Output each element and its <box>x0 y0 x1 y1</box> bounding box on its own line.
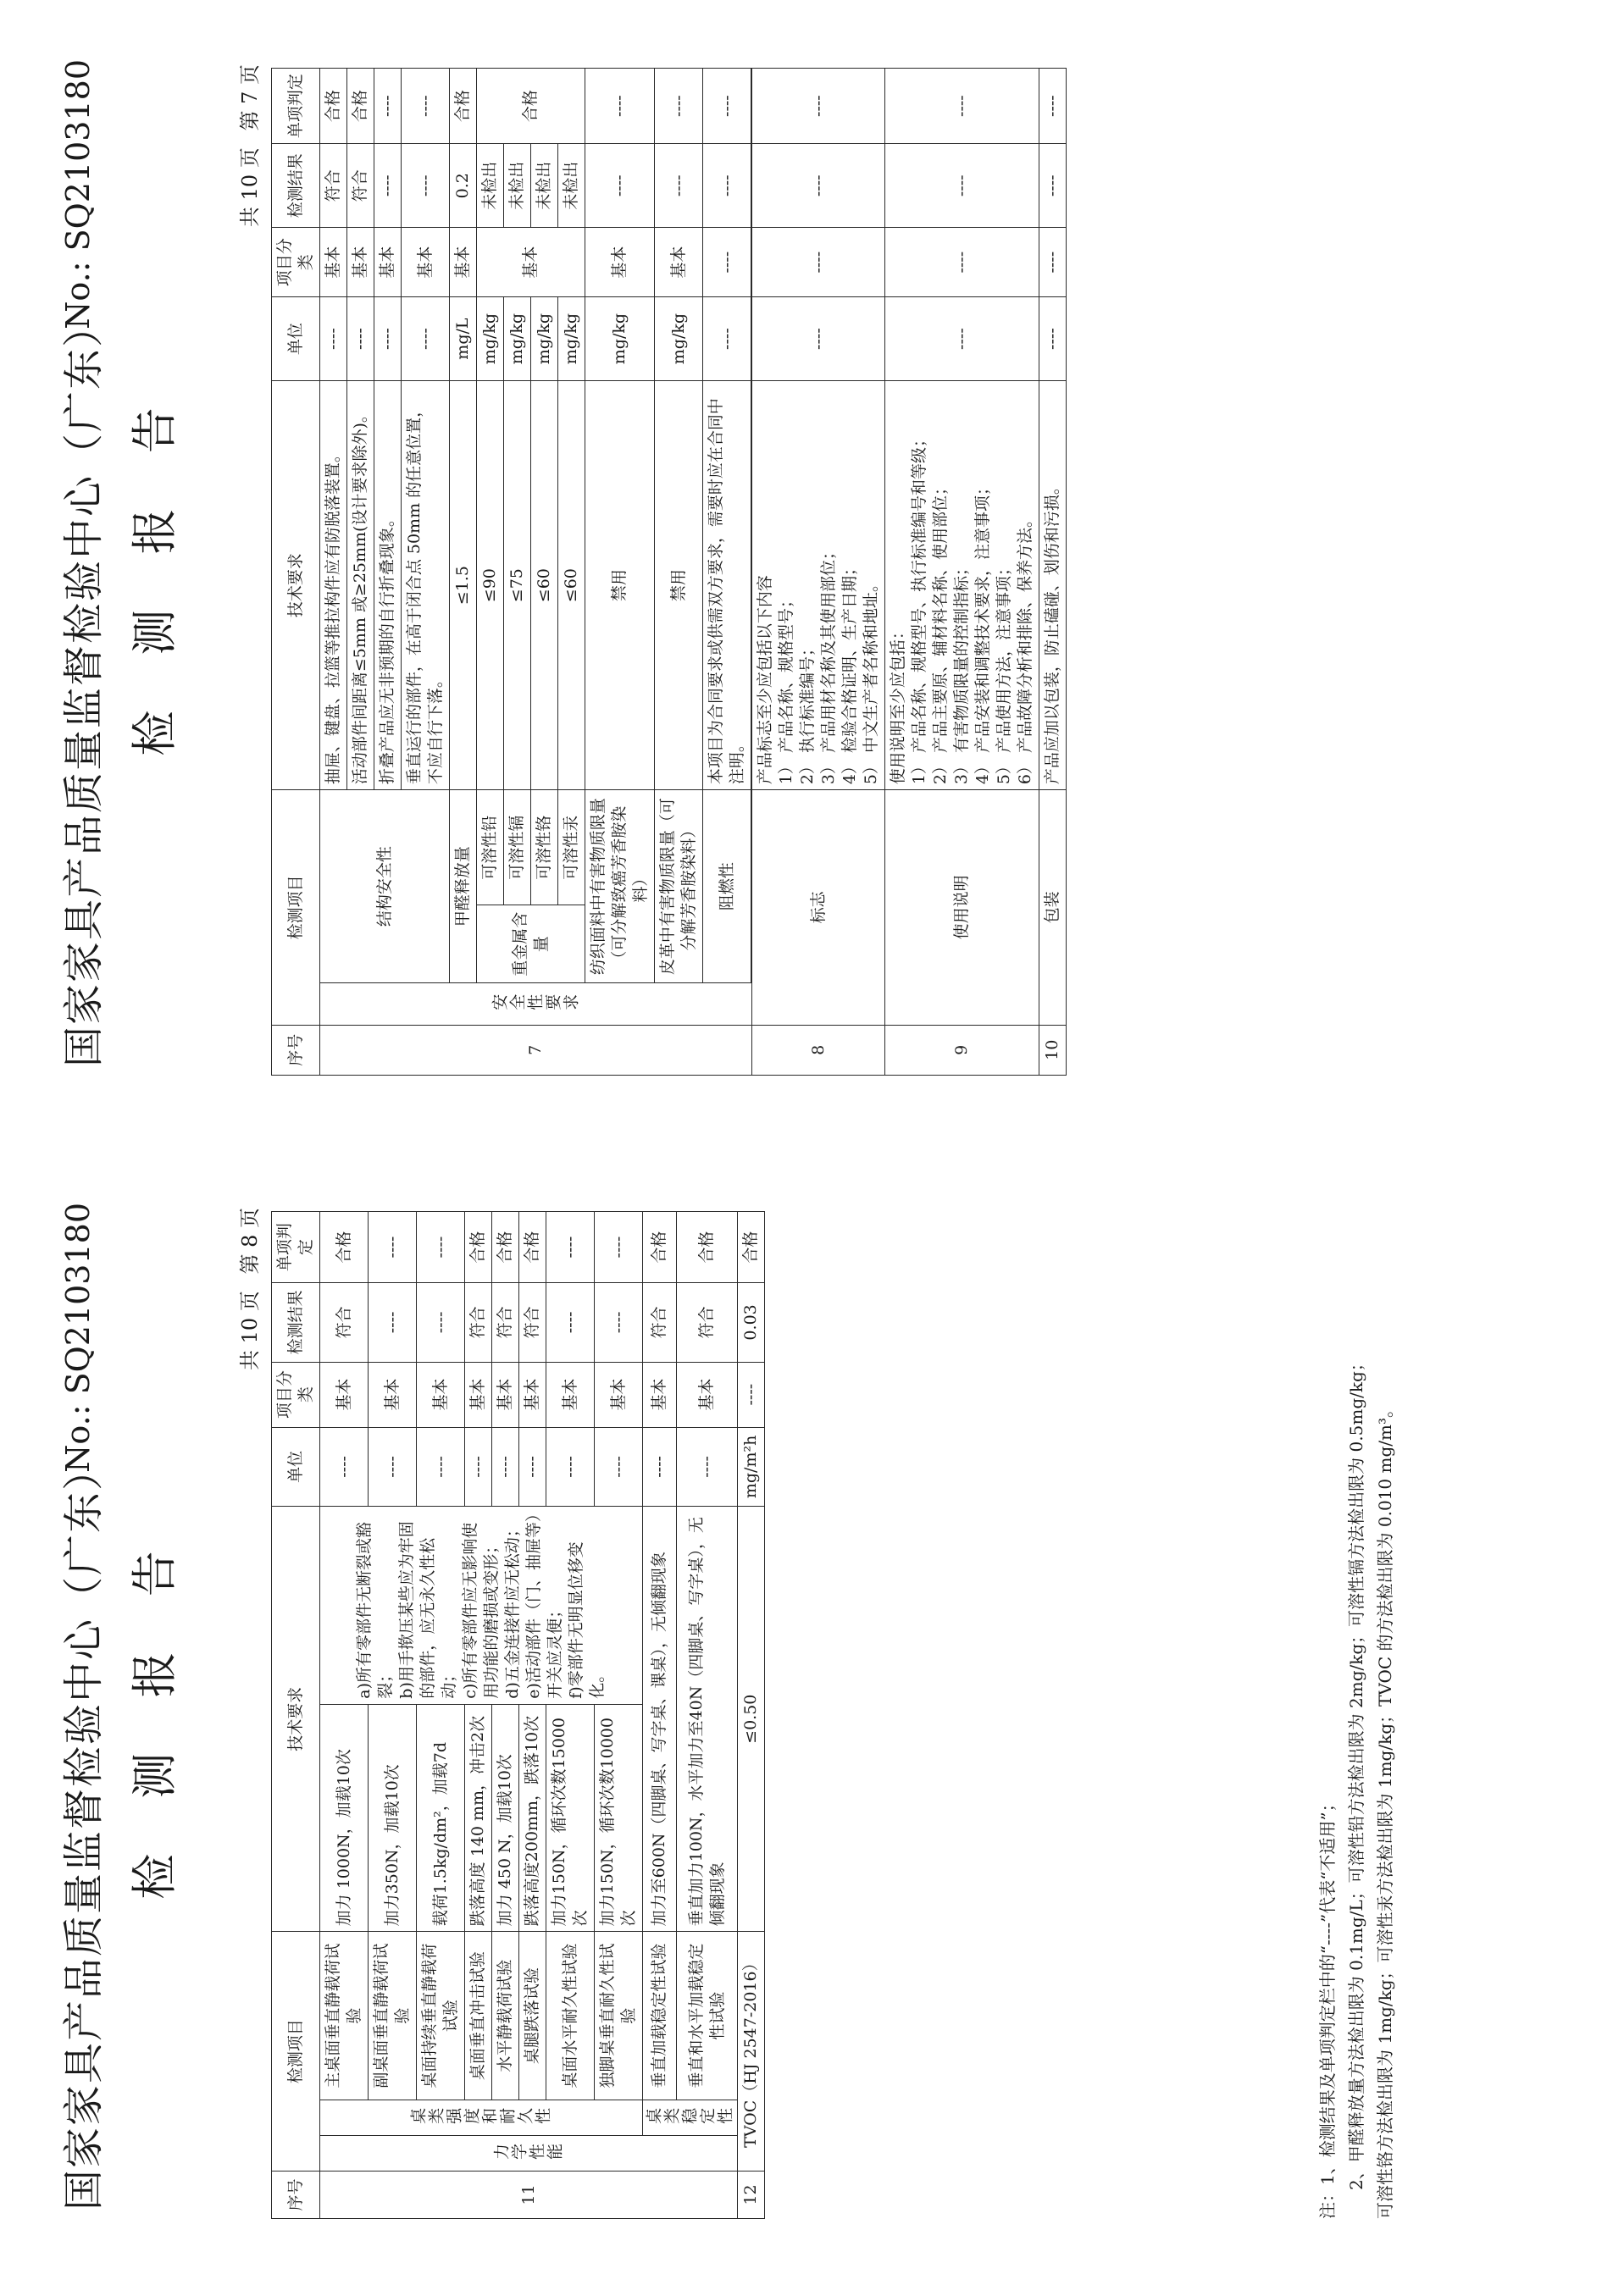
cond-cell: 加力 450 N，加载10次 <box>492 1704 519 1932</box>
item-cell: 副桌面垂直静载荷试验 <box>369 1932 417 2100</box>
req-line: a)所有零部件无断裂或豁裂； <box>355 1521 395 1699</box>
unit-cell: ---- <box>519 1427 546 1506</box>
item-cell: 甲醛释放量 <box>450 790 477 983</box>
judge-cell: 合格 <box>677 1212 738 1283</box>
report-page-8 <box>0 1160 1593 2270</box>
unit-cell: mg/kg <box>585 297 655 381</box>
result-cell: 未检出 <box>558 144 585 228</box>
judge-cell: ---- <box>402 69 450 144</box>
unit-cell: ---- <box>885 297 1039 381</box>
item-cell: 可溶性汞 <box>558 790 585 905</box>
cat-cell: 基本 <box>585 228 655 297</box>
result-cell: ---- <box>546 1283 595 1362</box>
inspection-table-p8 <box>271 1211 765 2219</box>
cond-cell: 载荷1.5kg/dm²，加载7d <box>417 1704 465 1932</box>
footnote-line: 2、甲醛释放量方法检出限为 0.1mg/L；可溶性铅方法检出限为 2mg/kg；可溶性镉方法检出限为 0.5mg/kg； <box>1346 1354 1366 2190</box>
col-result: 检测结果 <box>272 1283 320 1362</box>
table-header-row <box>272 1212 320 2219</box>
common-req-cell <box>320 1507 643 1705</box>
judge-cell: ---- <box>546 1212 595 1283</box>
item-cell: 桌面垂直冲击试验 <box>465 1932 492 2100</box>
judge-cell: 合格 <box>465 1212 492 1283</box>
result-cell: 符合 <box>320 144 347 228</box>
req-cell: 产品应加以包装，防止磕碰、划伤和污损。 <box>1039 381 1067 790</box>
result-cell: 符合 <box>347 144 374 228</box>
req-cell: ≤0.50 <box>738 1507 765 1932</box>
report-title: 检 测 报 告 <box>128 387 181 756</box>
struct-label: 结构安全性 <box>320 790 450 983</box>
req-cell: ≤75 <box>504 381 531 790</box>
req-line: 4） 检验合格证明、生产日期； <box>840 560 859 785</box>
req-cell: ≤60 <box>558 381 585 790</box>
unit-cell: ---- <box>347 297 374 381</box>
item-cell: 包装 <box>1039 790 1067 1025</box>
item-cell: 桌面水平耐久性试验 <box>546 1932 595 2100</box>
table-row <box>320 1212 369 2219</box>
page-counter <box>233 59 263 232</box>
judge-cell: 合格 <box>450 69 477 144</box>
cat-cell: 基本 <box>546 1362 595 1427</box>
cat-cell: 基本 <box>320 228 347 297</box>
item-cell: 垂直和水平加载稳定性试验 <box>677 1932 738 2100</box>
unit-cell: ---- <box>465 1427 492 1506</box>
result-cell: ---- <box>374 144 402 228</box>
page-number: 第 8 页 <box>238 1208 262 1275</box>
cat-cell: ---- <box>885 228 1039 297</box>
item-cell: TVOC（HJ 2547-2016） <box>738 1932 765 2172</box>
req-line: 使用说明至少应包括： <box>889 623 907 785</box>
table-row <box>450 69 477 1076</box>
org-name: 国家家具产品质量监督检验中心（广东） <box>60 1447 108 2210</box>
judge-cell: ---- <box>655 69 703 144</box>
strength-label: 桌类强度和耐久性 <box>320 2100 643 2135</box>
req-line: 5） 产品使用方法，注意事项； <box>995 560 1013 785</box>
result-cell: ---- <box>655 144 703 228</box>
judge-cell: 合格 <box>643 1212 677 1283</box>
result-cell: ---- <box>703 144 751 228</box>
unit-cell: ---- <box>417 1427 465 1506</box>
result-cell: 未检出 <box>477 144 504 228</box>
unit-cell: ---- <box>752 297 885 381</box>
item-cell: 纺织面料中有害物质限量（可分解致癌芳香胺染料） <box>585 790 655 983</box>
req-line: 2） 执行标准编号； <box>798 640 817 785</box>
req-line: 3） 有害物质限量的控制指标； <box>952 560 971 785</box>
table-row <box>585 69 655 1076</box>
req-line: 2） 产品主要原、辅材料名称、使用部位； <box>931 479 950 785</box>
result-cell: 未检出 <box>531 144 558 228</box>
col-req: 技术要求 <box>272 381 320 790</box>
cat-cell: 基本 <box>595 1362 643 1427</box>
result-cell: 符合 <box>320 1283 369 1362</box>
unit-cell: ---- <box>374 297 402 381</box>
table-row <box>1039 69 1067 1076</box>
cond-cell: 加力至600N（四脚桌、写字桌、课桌），无倾翻现象 <box>643 1507 677 1932</box>
item-cell: 水平静载荷试验 <box>492 1932 519 2100</box>
seq-cell: 11 <box>320 2171 738 2218</box>
req-line: c)所有零部件应无影响使用功能的磨损或变形； <box>461 1522 501 1699</box>
mech-label: 力学性能 <box>320 2135 738 2171</box>
req-line: 3） 产品用材名称及其使用部位； <box>819 544 838 785</box>
table-row <box>519 1212 546 2219</box>
unit-cell: mg/kg <box>477 297 504 381</box>
cat-cell: ---- <box>1039 228 1067 297</box>
result-cell: 符合 <box>519 1283 546 1362</box>
item-cell: 可溶性铬 <box>531 790 558 905</box>
result-cell: ---- <box>369 1283 417 1362</box>
table-row <box>595 1212 643 2219</box>
cat-cell: 基本 <box>492 1362 519 1427</box>
col-cat: 项目分类 <box>272 228 320 297</box>
unit-cell: ---- <box>643 1427 677 1506</box>
table-row <box>477 69 504 1076</box>
item-cell: 可溶性镉 <box>504 790 531 905</box>
cat-cell: 基本 <box>677 1362 738 1427</box>
unit-cell: ---- <box>320 297 347 381</box>
cond-cell: 加力350N，加载10次 <box>369 1704 417 1932</box>
cat-cell: ---- <box>703 228 751 297</box>
item-cell: 阻燃性 <box>703 790 751 983</box>
cond-cell: 跌落高度200mm，跌落10次 <box>519 1704 546 1932</box>
unit-cell: ---- <box>1039 297 1067 381</box>
table-row <box>643 1212 677 2219</box>
req-cell: 垂直运行的部件，在高于闭合点 50mm 的任意位置，不应自行下落。 <box>402 381 450 790</box>
result-cell: 0.2 <box>450 144 477 228</box>
req-cell <box>885 381 1039 790</box>
report-number-text: No.: SQ2103180 <box>59 59 97 329</box>
judge-cell: ---- <box>374 69 402 144</box>
unit-cell: mg/kg <box>558 297 585 381</box>
judge-cell: ---- <box>752 69 885 144</box>
cat-cell: 基本 <box>477 228 585 297</box>
unit-cell: mg/L <box>450 297 477 381</box>
req-cell: 抽屉、键盘、拉篮等推拉构件应有防脱落装置。 <box>320 381 347 790</box>
req-line: d)五金连接件应无松动； <box>503 1521 522 1699</box>
result-cell: ---- <box>402 144 450 228</box>
col-item: 检测项目 <box>272 1932 320 2172</box>
judge-cell: 合格 <box>519 1212 546 1283</box>
page-counter <box>233 1203 263 1375</box>
judge-cell: ---- <box>595 1212 643 1283</box>
col-cat: 项目分类 <box>272 1362 320 1427</box>
org-name: 国家家具产品质量监督检验中心（广东） <box>60 304 108 1067</box>
cat-cell: ---- <box>738 1362 765 1427</box>
cat-cell: 基本 <box>643 1362 677 1427</box>
metal-label: 重金属含量 <box>477 905 585 983</box>
req-cell: 禁用 <box>655 381 703 790</box>
req-cell: ≤90 <box>477 381 504 790</box>
seq-cell: 10 <box>1039 1025 1067 1075</box>
seq-cell: 7 <box>320 1025 752 1075</box>
result-cell: 0.03 <box>738 1283 765 1362</box>
judge-cell: 合格 <box>477 69 585 144</box>
cat-cell: 基本 <box>450 228 477 297</box>
req-cell: ≤1.5 <box>450 381 477 790</box>
item-cell: 标志 <box>752 790 885 1025</box>
judge-cell: 合格 <box>320 1212 369 1283</box>
cat-cell: 基本 <box>374 228 402 297</box>
unit-cell: ---- <box>492 1427 519 1506</box>
cat-cell: ---- <box>752 228 885 297</box>
stability-label: 桌类稳定性 <box>643 2100 738 2135</box>
judge-cell: ---- <box>417 1212 465 1283</box>
req-line: 5） 中文生产者名称和地址。 <box>862 576 880 785</box>
col-item: 检测项目 <box>272 790 320 1025</box>
unit-cell: mg/kg <box>531 297 558 381</box>
cat-cell: 基本 <box>347 228 374 297</box>
safety-label: 安全性要求 <box>320 983 752 1026</box>
cond-cell: 加力150N，循环次数15000 次 <box>546 1704 595 1932</box>
req-cell: 本项目为合同要求或供需双方要求，需要时应在合同中注明。 <box>703 381 751 790</box>
page-number: 第 7 页 <box>238 64 262 131</box>
table-row <box>417 1212 465 2219</box>
item-cell: 桌面持续垂直静载荷试验 <box>417 1932 465 2100</box>
cat-cell: 基本 <box>320 1362 369 1427</box>
judge-cell: 合格 <box>347 69 374 144</box>
judge-cell: 合格 <box>320 69 347 144</box>
req-cell <box>752 381 885 790</box>
cond-cell: 跌落高度 140 mm，冲击2次 <box>465 1704 492 1932</box>
cat-cell: 基本 <box>417 1362 465 1427</box>
req-line: 产品标志至少应包括以下内容 <box>756 575 774 785</box>
result-cell: ---- <box>1039 144 1067 228</box>
cat-cell: 基本 <box>519 1362 546 1427</box>
cat-cell: 基本 <box>655 228 703 297</box>
unit-cell: mg/kg <box>504 297 531 381</box>
unit-cell: ---- <box>402 297 450 381</box>
table-row <box>885 69 1039 1076</box>
seq-cell: 8 <box>752 1025 885 1075</box>
table-row <box>320 69 347 1076</box>
report-number-text: No.: SQ2103180 <box>59 1203 97 1473</box>
col-unit: 单位 <box>272 1427 320 1506</box>
footnotes <box>1313 1211 1400 2219</box>
col-seq: 序号 <box>272 2171 320 2218</box>
table-header-row <box>272 69 320 1076</box>
unit-cell: ---- <box>369 1427 417 1506</box>
item-cell: 垂直加载稳定性试验 <box>643 1932 677 2100</box>
total-pages: 共 10 页 <box>238 147 262 227</box>
table-row <box>465 1212 492 2219</box>
cond-cell: 加力 1000N，加载10次 <box>320 1704 369 1932</box>
judge-cell: ---- <box>1039 69 1067 144</box>
table-row <box>369 1212 417 2219</box>
col-unit: 单位 <box>272 297 320 381</box>
item-cell: 皮革中有害物质限量（可分解芳香胺染料） <box>655 790 703 983</box>
req-line: 4） 产品安装和调整技术要求，注意事项； <box>973 479 992 785</box>
result-cell: ---- <box>885 144 1039 228</box>
cond-cell: 加力150N，循环次数10000次 <box>595 1704 643 1932</box>
report-page-7 <box>0 17 1593 1126</box>
req-line: e)活动部件（门、抽屉等）开关应灵便； <box>524 1513 564 1699</box>
req-line: f)零部件无明显位移变化。 <box>567 1541 607 1699</box>
req-line: 6） 产品故障分析和排除、保养方法。 <box>1016 512 1034 785</box>
table-row <box>703 69 751 1076</box>
judge-cell: ---- <box>885 69 1039 144</box>
result-cell: 符合 <box>465 1283 492 1362</box>
cat-cell: 基本 <box>369 1362 417 1427</box>
unit-cell: mg/kg <box>655 297 703 381</box>
unit-cell: ---- <box>595 1427 643 1506</box>
req-line: 1） 产品名称、规格型号、执行标准编号和等级； <box>910 431 928 785</box>
report-number <box>59 1203 97 1473</box>
judge-cell: ---- <box>369 1212 417 1283</box>
cat-cell: 基本 <box>402 228 450 297</box>
result-cell: 符合 <box>492 1283 519 1362</box>
result-cell: 符合 <box>643 1283 677 1362</box>
unit-cell: mg/m²h <box>738 1427 765 1506</box>
cond-cell: 垂直加力100N，水平加力至40N（四脚桌、写字桌），无倾翻现象 <box>677 1507 738 1932</box>
item-cell: 桌腿跌落试验 <box>519 1932 546 2100</box>
judge-cell: 合格 <box>738 1212 765 1283</box>
judge-cell: 合格 <box>492 1212 519 1283</box>
seq-cell: 12 <box>738 2171 765 2218</box>
item-cell: 独脚桌垂直耐久性试验 <box>595 1932 643 2100</box>
total-pages: 共 10 页 <box>238 1291 262 1370</box>
req-cell: 活动部件间距离≤5mm 或≥25mm(设计要求除外)。 <box>347 381 374 790</box>
col-result: 检测结果 <box>272 144 320 228</box>
footnote-line: 注：1、检测结果及单项判定栏中的“----”代表“不适用”； <box>1317 1795 1338 2219</box>
item-cell: 使用说明 <box>885 790 1039 1025</box>
table-row <box>677 1212 738 2219</box>
col-judge: 单项判定 <box>272 1212 320 1283</box>
item-cell: 主桌面垂直静载荷试验 <box>320 1932 369 2100</box>
table-row <box>655 69 703 1076</box>
inspection-table-p7 <box>271 68 1067 1076</box>
unit-cell: ---- <box>703 297 751 381</box>
item-cell: 可溶性铅 <box>477 790 504 905</box>
table-row <box>738 1212 765 2219</box>
cat-cell: 基本 <box>465 1362 492 1427</box>
result-cell: 符合 <box>677 1283 738 1362</box>
result-cell: ---- <box>585 144 655 228</box>
seq-cell: 9 <box>885 1025 1039 1075</box>
result-cell: 未检出 <box>504 144 531 228</box>
col-seq: 序号 <box>272 1025 320 1075</box>
result-cell: ---- <box>752 144 885 228</box>
footnote-line: 可溶性铬方法检出限为 1mg/kg；可溶性汞方法检出限为 1mg/kg；TVOC 的方法检出限为 0.010 mg/m³。 <box>1375 1401 1395 2219</box>
result-cell: ---- <box>595 1283 643 1362</box>
col-judge: 单项判定 <box>272 69 320 144</box>
judge-cell: ---- <box>703 69 751 144</box>
req-cell: 禁用 <box>585 381 655 790</box>
req-line: 1） 产品名称、规格型号； <box>777 592 795 785</box>
result-cell: ---- <box>417 1283 465 1362</box>
table-row <box>752 69 885 1076</box>
req-cell: 折叠产品应无非预期的自行折叠现象。 <box>374 381 402 790</box>
unit-cell: ---- <box>320 1427 369 1506</box>
req-line: b)用手揿压某些应为牢固的部件，应无永久性松动； <box>397 1521 458 1699</box>
col-req: 技术要求 <box>272 1507 320 1932</box>
table-row <box>492 1212 519 2219</box>
judge-cell: ---- <box>585 69 655 144</box>
report-title: 检 测 报 告 <box>128 1530 181 1900</box>
table-row <box>546 1212 595 2219</box>
unit-cell: ---- <box>546 1427 595 1506</box>
unit-cell: ---- <box>677 1427 738 1506</box>
report-number <box>59 59 97 329</box>
req-cell: ≤60 <box>531 381 558 790</box>
